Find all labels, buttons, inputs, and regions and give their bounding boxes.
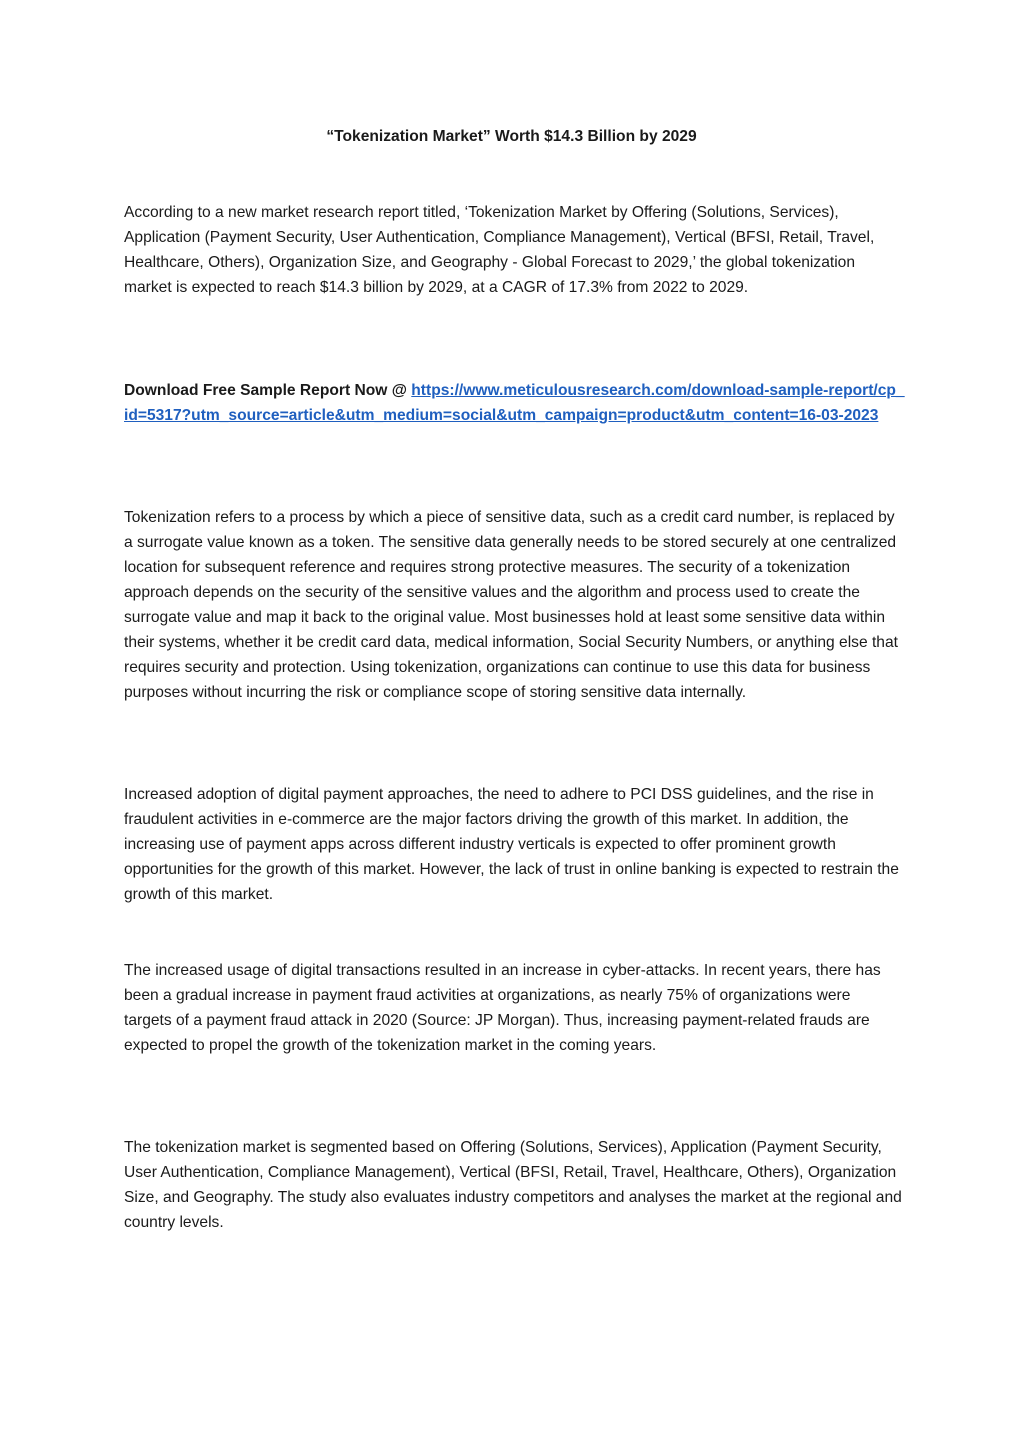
- intro-paragraph: According to a new market research report titled, ‘Tokenization Market by Offering (Solutions, Services), Application (Payment Security, User Authentication, Compliance Management), Vertical (BFSI, Retail, Travel, Healthcare, Others), Organization Size, and Geography - Global Forecast to 2029,’ the global tokenization market is expected to reach $14.3 billion by 2029, at a CAGR of 17.3% from 2022 to 2029.: [124, 204, 875, 296]
- download-paragraph: [124, 378, 906, 428]
- definition-paragraph: Tokenization refers to a process by which a piece of sensitive data, such as a credit card number, is replaced by a surrogate value known as a token. The sensitive data generally needs to be stored securely at one centralized location for subsequent reference and requires strong protective measures. The security of a tokenization approach depends on the security of the sensitive values and the algorithm and process used to create the surrogate value and map it back to the original value. Most businesses hold at least some sensitive data within their systems, whether it be credit card data, medical information, Social Security Numbers, or anything else that requires security and protection. Using tokenization, organizations can continue to use this data for business purposes without incurring the risk or compliance scope of storing sensitive data internally.: [124, 509, 898, 701]
- download-label: Download Free Sample Report Now @: [124, 382, 412, 399]
- page-title: “Tokenization Market” Worth $14.3 Billion by 2029: [326, 128, 697, 145]
- drivers-paragraph: Increased adoption of digital payment approaches, the need to adhere to PCI DSS guidelines, and the rise in fraudulent activities in e-commerce are the major factors driving the growth of this market. In addition, the increasing use of payment apps across different industry verticals is expected to offer prominent growth opportunities for the growth of this market. However, the lack of trust in online banking is expected to restrain the growth of this market.: [124, 786, 899, 903]
- sample-report-link[interactable]: https://www.meticulousresearch.com/download-sample-report/cp_id=5317?utm_source=article&utm_medium=social&utm_campaign=product&utm_content=16-03-2023: [124, 382, 905, 424]
- segmentation-paragraph: The tokenization market is segmented based on Offering (Solutions, Services), Application (Payment Security, User Authentication, Compliance Management), Vertical (BFSI, Retail, Travel, Healthcare, Others), Organization Size, and Geography. The study also evaluates industry competitors and analyses the market at the regional and country levels.: [124, 1139, 902, 1231]
- fraud-paragraph: The increased usage of digital transactions resulted in an increase in cyber-attacks. In recent years, there has been a gradual increase in payment fraud activities at organizations, as nearly 75% of organizations were targets of a payment fraud attack in 2020 (Source: JP Morgan). Thus, increasing payment-related frauds are expected to propel the growth of the tokenization market in the coming years.: [124, 962, 881, 1054]
